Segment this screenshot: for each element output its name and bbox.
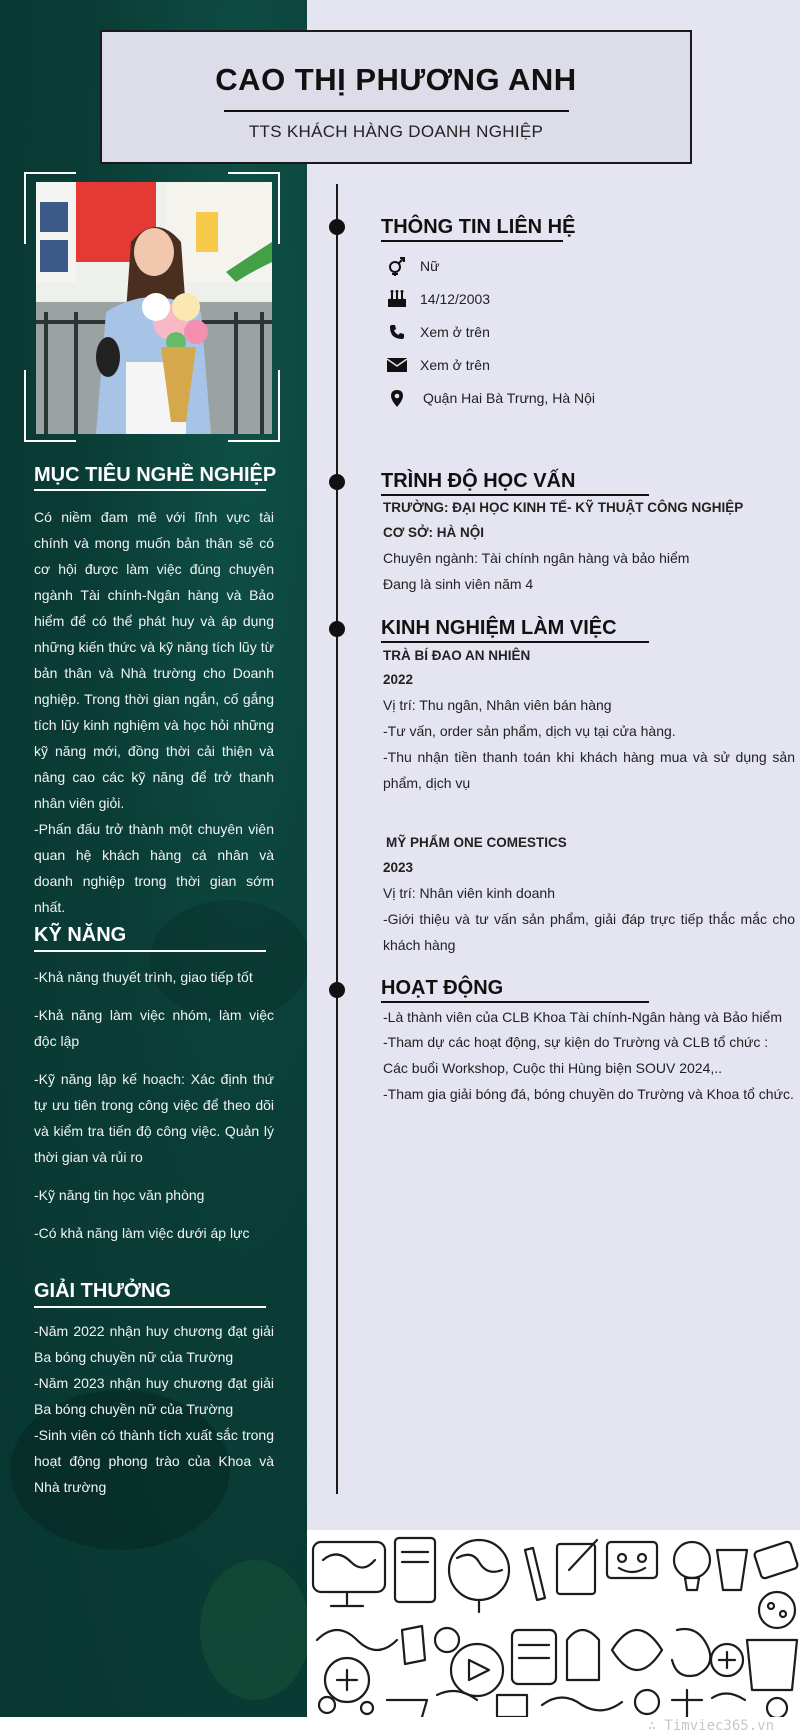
timeline-dot bbox=[329, 474, 345, 490]
contact-underline bbox=[381, 240, 563, 242]
job-position: Vị trí: Thu ngân, Nhân viên bán hàng bbox=[383, 697, 612, 713]
contact-birthday bbox=[386, 287, 490, 311]
awards-heading: GIẢI THƯỞNG bbox=[34, 1280, 171, 1302]
experience-heading: KINH NGHIỆM LÀM VIỆC bbox=[381, 617, 617, 639]
career-goal-paragraph: Có niềm đam mê với lĩnh vực tài chính và mong muốn bản thân sẽ có cơ hội được làm việc đúng chuyên ngành Tài chính-Ngân hàng và Bảo hiểm để có thể phát huy và áp dụng những kiến thức và kỹ năng tích lũy từ bản thân và Nhà trường cho Doanh nghiệp. Trong thời gian ngắn, cố gắng tích lũy kinh nghiệm và học hỏi những kỹ năng mới, đồng thời cải thiện và nâng cao các kỹ năng để trở thanh nhân viên giỏi. bbox=[34, 509, 274, 811]
address-value: Quận Hai Bà Trưng, Hà Nội bbox=[423, 390, 596, 406]
job-title: TTS KHÁCH HÀNG DOANH NGHIỆP bbox=[248, 122, 544, 141]
job-duty: -Giới thiệu và tư vấn sản phẩm, giải đáp trực tiếp thắc mắc cho khách hàng bbox=[383, 911, 795, 953]
job-duties bbox=[383, 718, 795, 796]
job-year: 2023 bbox=[383, 860, 414, 875]
birthday-cake-icon bbox=[386, 289, 408, 309]
skill-item: -Khả năng làm việc nhóm, làm việc độc lập bbox=[34, 1007, 274, 1049]
gender-value: Nữ bbox=[420, 258, 440, 274]
career-goal-underline bbox=[34, 489, 266, 491]
contact-gender bbox=[386, 254, 439, 278]
contact-address bbox=[386, 386, 595, 410]
career-goal-heading: MỤC TIÊU NGHỀ NGHIỆP bbox=[34, 464, 277, 486]
contact-phone bbox=[386, 320, 490, 344]
awards-list bbox=[34, 1318, 274, 1500]
envelope-icon bbox=[386, 355, 408, 375]
name-divider bbox=[224, 110, 569, 112]
award-item: -Năm 2023 nhận huy chương đạt giải Ba bóng chuyền nữ của Trường bbox=[34, 1375, 274, 1417]
education-status: Đang là sinh viên năm 4 bbox=[383, 576, 534, 592]
skill-item: -Có khả năng làm việc dưới áp lực bbox=[34, 1225, 250, 1241]
job-position: Vị trí: Nhân viên kinh doanh bbox=[383, 885, 555, 901]
skill-item: -Khả năng thuyết trình, giao tiếp tốt bbox=[34, 969, 253, 985]
education-heading: TRÌNH ĐỘ HỌC VẤN bbox=[381, 470, 576, 492]
watermark: ∴ Timviec365.vn bbox=[647, 1718, 774, 1734]
doodle-illustration bbox=[307, 1530, 800, 1717]
education-major: Chuyên ngành: Tài chính ngân hàng và bảo hiểm bbox=[383, 550, 690, 566]
skills-list bbox=[34, 964, 274, 1246]
birthday-value: 14/12/2003 bbox=[420, 291, 491, 307]
activity-item: -Là thành viên của CLB Khoa Tài chính-Ngân hàng và Bảo hiểm bbox=[383, 1009, 782, 1025]
job-company: MỸ PHẨM ONE COMESTICS bbox=[386, 835, 567, 850]
timeline-line bbox=[336, 184, 338, 1494]
texture-blot bbox=[200, 1560, 310, 1700]
award-item: -Năm 2022 nhận huy chương đạt giải Ba bóng chuyền nữ của Trường bbox=[34, 1323, 274, 1365]
phone-icon bbox=[386, 322, 408, 342]
skill-item: -Kỹ năng tin học văn phòng bbox=[34, 1187, 205, 1203]
education-campus: CƠ SỞ: HÀ NỘI bbox=[383, 525, 485, 540]
activities-underline bbox=[381, 1001, 649, 1003]
profile-photo bbox=[36, 182, 272, 434]
activity-item: -Tham dự các hoạt động, sự kiện do Trường và CLB tổ chức : bbox=[383, 1034, 769, 1050]
career-goal-paragraph: -Phấn đấu trở thành một chuyên viên quan hệ khách hàng cá nhân và doanh nghiệp trong thời gian sớm nhất. bbox=[34, 821, 274, 915]
photo-frame bbox=[24, 172, 280, 442]
right-column bbox=[307, 0, 800, 1717]
job-duties bbox=[383, 906, 795, 958]
job-company: TRÀ BÍ ĐAO AN NHIÊN bbox=[383, 648, 531, 663]
job-duty: -Thu nhận tiền thanh toán khi khách hàng mua và sử dụng sản phẩm, dịch vụ bbox=[383, 749, 795, 791]
skill-item: -Kỹ năng lập kế hoạch: Xác định thứ tự ưu tiên trong công việc để theo dõi và kiểm tra tiến độ công việc. Quản lý thời gian và rủi ro bbox=[34, 1071, 274, 1165]
awards-underline bbox=[34, 1306, 266, 1308]
phone-value: Xem ở trên bbox=[420, 324, 490, 340]
job-duty: -Tư vấn, order sản phẩm, dịch vụ tại cửa hàng. bbox=[383, 723, 676, 739]
activity-item: Các buổi Workshop, Cuộc thi Hùng biện SOUV 2024,.. bbox=[383, 1060, 723, 1076]
timeline-dot bbox=[329, 982, 345, 998]
activity-item: -Tham gia giải bóng đá, bóng chuyền do Trường và Khoa tổ chức. bbox=[383, 1086, 794, 1102]
timeline-dot bbox=[329, 621, 345, 637]
map-pin-icon bbox=[386, 388, 408, 408]
profile-photo-illustration bbox=[36, 182, 272, 434]
timeline-dot bbox=[329, 219, 345, 235]
skills-heading: KỸ NĂNG bbox=[34, 924, 127, 946]
contact-email bbox=[386, 353, 490, 377]
candidate-name: CAO THỊ PHƯƠNG ANH bbox=[215, 62, 577, 97]
skills-underline bbox=[34, 950, 266, 952]
education-school: TRƯỜNG: ĐẠI HỌC KINH TẾ- KỸ THUẬT CÔNG NGHIỆP bbox=[383, 500, 744, 515]
job-year: 2022 bbox=[383, 672, 414, 687]
career-goal-text bbox=[34, 504, 274, 920]
activities-heading: HOẠT ĐỘNG bbox=[381, 977, 504, 999]
award-item: -Sinh viên có thành tích xuất sắc trong hoạt động phong trào của Khoa và Nhà trường bbox=[34, 1427, 274, 1495]
contact-heading: THÔNG TIN LIÊN HỆ bbox=[381, 216, 576, 238]
header-box bbox=[100, 30, 692, 164]
gender-icon bbox=[386, 256, 408, 276]
email-value: Xem ở trên bbox=[420, 357, 490, 373]
